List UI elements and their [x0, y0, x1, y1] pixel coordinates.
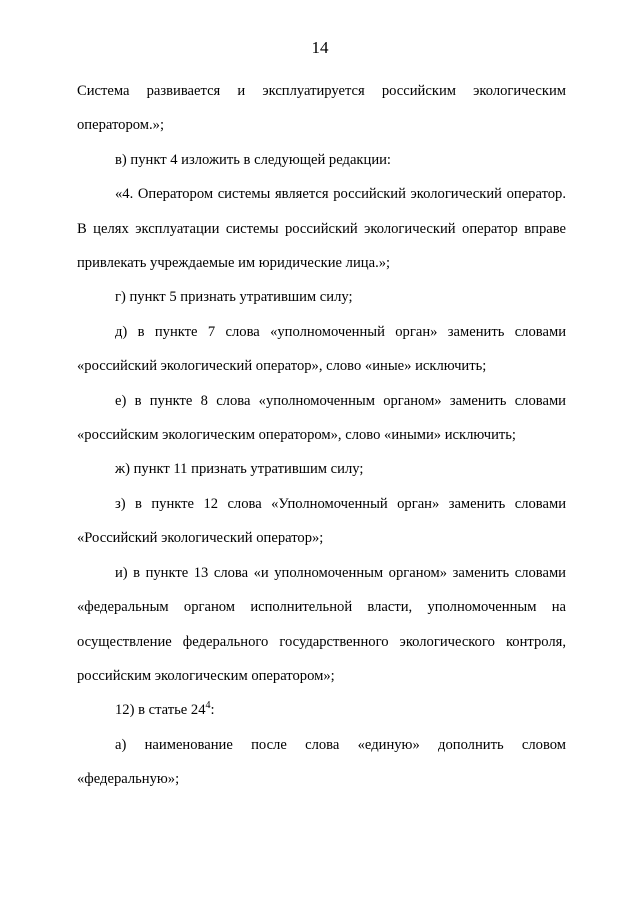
page-number: 14	[311, 38, 329, 57]
paragraph-2: в) пункт 4 изложить в следующей редакции:	[115, 151, 391, 168]
paragraph-7: ж) пункт 11 признать утратившим силу;	[115, 461, 364, 478]
paragraph-6: е) в пункте 8 слова «уполномоченным органом» заменить словами «российским экологическим оператором», слово «иными» исключить;	[77, 392, 566, 444]
paragraph-10-text: 12) в статье 24	[115, 702, 206, 719]
paragraph-1: Система развивается и эксплуатируется российским экологическим оператором.»;	[77, 83, 566, 134]
paragraph-11: а) наименование после слова «единую» дополнить словом «федеральную»;	[77, 736, 566, 788]
paragraph-9: и) в пункте 13 слова «и уполномоченным органом» заменить словами «федеральным органом исполнительной власти, уполномоченным на осуществление федерального государственного экологического контроля, российским экологическим оператором»;	[77, 564, 566, 684]
paragraph-10-colon: :	[210, 702, 215, 719]
paragraph-10	[77, 693, 566, 727]
paragraph-5: д) в пункте 7 слова «уполномоченный орган» заменить словами «российский экологический оператор», слово «иные» исключить;	[77, 323, 566, 375]
paragraph-8: з) в пункте 12 слова «Уполномоченный орган» заменить словами «Российский экологический оператор»;	[77, 495, 566, 547]
paragraph-3: «4. Оператором системы является российский экологический оператор. В целях эксплуатации системы российский экологический оператор вправе привлекать учреждаемые им юридические лица.»;	[77, 186, 566, 272]
paragraph-4: г) пункт 5 признать утратившим силу;	[115, 289, 353, 306]
document-body	[77, 74, 566, 797]
superscript-index: 4	[205, 700, 211, 712]
